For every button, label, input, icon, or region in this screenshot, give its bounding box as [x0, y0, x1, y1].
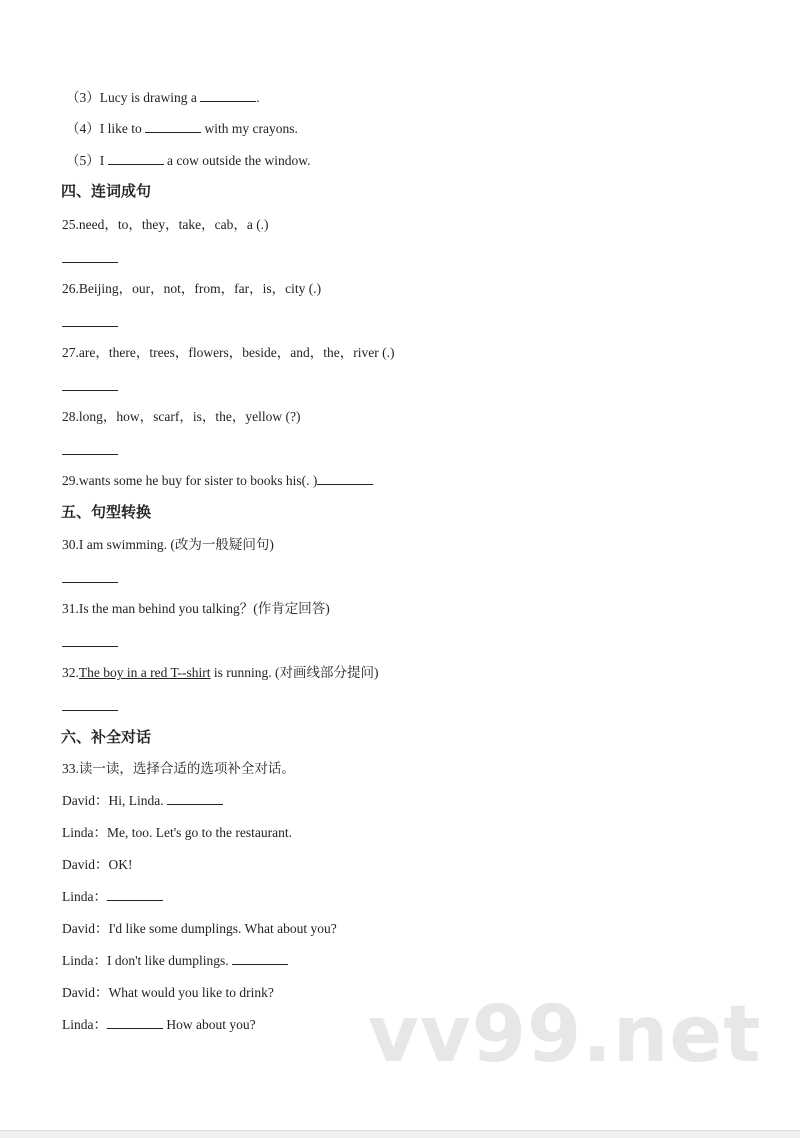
dialog-line — [62, 856, 133, 874]
answer-blank[interactable] — [145, 120, 201, 133]
question-32-underlined: The boy in a red T--shirt — [78, 665, 211, 680]
fill-item-4 — [66, 120, 298, 138]
dialog-line — [62, 920, 337, 938]
dialog-line — [62, 888, 163, 906]
dialog-text: Linda：Me, too. Let's go to the restaurant. — [62, 825, 293, 840]
answer-blank[interactable] — [200, 89, 256, 102]
fill-item-4-tail: with my crayons. — [201, 121, 298, 136]
question-28: 28.long，how，scarf，is，the，yellow (?) — [62, 409, 301, 424]
answer-blank[interactable] — [167, 792, 223, 805]
answer-blank[interactable] — [232, 952, 288, 965]
fill-item-3 — [66, 89, 260, 107]
answer-blank[interactable] — [317, 472, 373, 485]
answer-blank[interactable] — [62, 262, 118, 263]
dialog-line — [62, 824, 292, 842]
answer-blank[interactable] — [107, 888, 163, 901]
section-6-title: 六、补全对话 — [61, 728, 152, 746]
dialog-line — [62, 952, 288, 970]
answer-blank[interactable] — [62, 454, 118, 455]
answer-blank[interactable] — [62, 390, 118, 391]
fill-item-5-tail: a cow outside the window. — [163, 153, 311, 168]
question-31: 31.Is the man behind you talking？(作肯定回答) — [62, 601, 330, 616]
dialog-line — [62, 792, 223, 810]
dialog-text: Linda：I don't like dumplings. — [62, 953, 233, 968]
question-25: 25.need，to，they，take，cab，a (.) — [62, 217, 269, 232]
question-29-text: 29.wants some he buy for sister to books his(. ) — [62, 473, 318, 488]
answer-blank[interactable] — [62, 646, 118, 647]
question-30: 30.I am swimming. (改为一般疑问句) — [62, 537, 274, 552]
fill-item-4-text: （4）I like to — [66, 121, 146, 136]
dialog-text-tail: How about you? — [163, 1017, 256, 1032]
dialog-line — [62, 984, 274, 1002]
fill-item-3-text: （3）Lucy is drawing a — [66, 90, 201, 105]
question-33: 33.读一读，选择合适的选项补全对话。 — [62, 761, 295, 776]
dialog-line — [62, 1016, 256, 1034]
watermark: vv99.net — [368, 990, 762, 1080]
question-32-text: is running. (对画线部分提问) — [210, 665, 379, 680]
section-4-title: 四、连词成句 — [61, 182, 152, 200]
dialog-text: David：I'd like some dumplings. What about you? — [62, 921, 337, 936]
question-27: 27.are，there，trees，flowers，beside，and，the，river (.) — [62, 345, 395, 360]
answer-blank[interactable] — [107, 1016, 163, 1029]
dialog-text: David：What would you like to drink? — [62, 985, 274, 1000]
dialog-text: David：OK! — [62, 857, 133, 872]
fill-item-5-text: （5）I — [66, 153, 108, 168]
question-26: 26.Beijing，our，not，from，far，is，city (.) — [62, 281, 322, 296]
fill-item-3-tail: . — [256, 90, 260, 105]
question-29 — [62, 472, 373, 490]
answer-blank[interactable] — [108, 152, 164, 165]
answer-blank[interactable] — [62, 326, 118, 327]
dialog-text: Linda： — [62, 1017, 107, 1032]
dialog-text: David：Hi, Linda. — [62, 793, 167, 808]
dialog-text: Linda： — [62, 889, 107, 904]
question-32 — [62, 664, 378, 682]
fill-item-5 — [66, 152, 310, 170]
answer-blank[interactable] — [62, 710, 118, 711]
answer-blank[interactable] — [62, 582, 118, 583]
section-5-title: 五、句型转换 — [61, 503, 152, 521]
question-32-number: 32. — [62, 665, 79, 680]
